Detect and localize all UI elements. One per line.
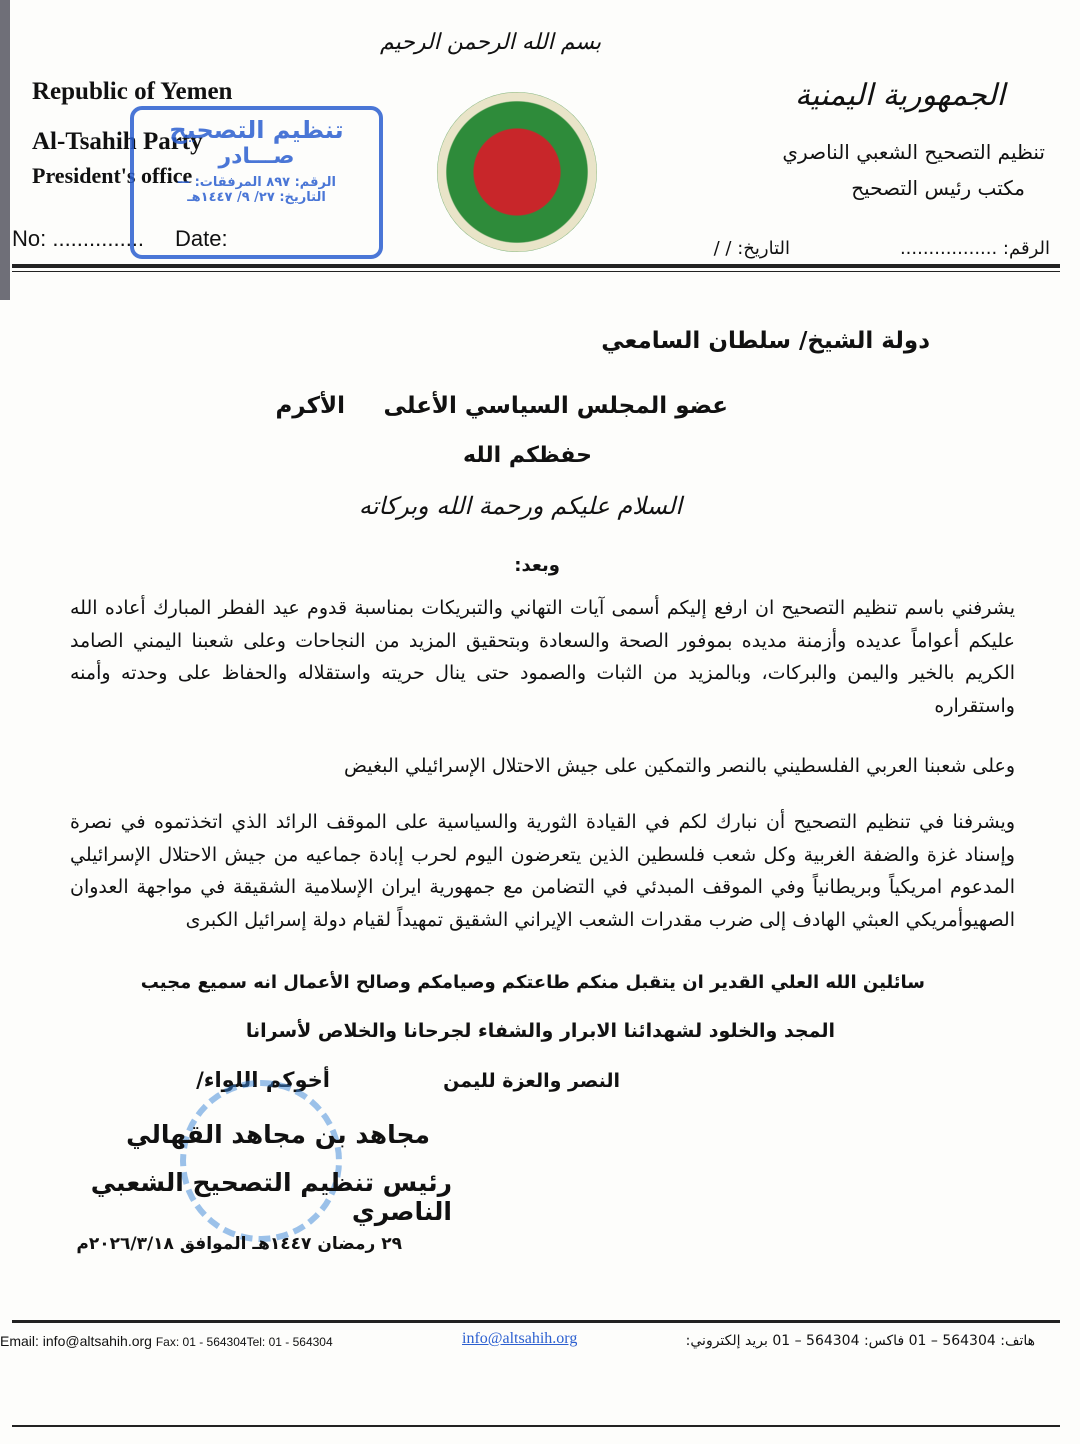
stamp-number: الرقم: ٨٩٧ المرفقات: — (177, 175, 336, 190)
outgoing-stamp (130, 106, 383, 259)
en-country: Republic of Yemen (32, 78, 233, 105)
ar-office: مكتب رئيس التصحيح (851, 176, 1025, 200)
prayer: سائلين الله العلي القدير ان يتقبل منكم طاعتكم وصيامكم وصالح الأعمال انه سميع مجيب (140, 972, 925, 993)
glory: المجد والخلود لشهدائنا الابرار والشفاء لجرحانا والخلاص لأسرانا (245, 1020, 835, 1042)
stamp-title: تنظيم التصحيح (169, 116, 344, 144)
footer-en (0, 1333, 333, 1349)
ar-country: الجمهورية اليمنية (794, 78, 1005, 113)
honorific: الأكرم (275, 393, 345, 419)
opening: وبعد: (514, 555, 560, 576)
footer-email-link[interactable]: info@altsahih.org (462, 1330, 578, 1347)
paragraph-1: يشرفني باسم تنظيم التصحيح ان ارفع إليكم أسمى آيات التهاني والتبريكات بمناسبة قدوم عيد الفطر المبارك أعاده الله عليكم أعواماً عديده وأزمنة مديده بموفور الصحة والسعادة وبتحقيق المزيد من النجاحات وعلى شعبنا اليمني الصامد الكريم بالخير واليمن والبركات، وبالمزيد من الثبات والصمود حتى ينال حريته واستقلاله والحفاظ على وحدته وأمنه واستقراره (70, 597, 1015, 717)
ar-no-label: الرقم: ................. (899, 238, 1050, 259)
stamp-status: صـــادر (218, 144, 295, 169)
ar-party: تنظيم التصحيح الشعبي الناصري (782, 140, 1045, 164)
recipient-title: عضو المجلس السياسي الأعلى (383, 393, 728, 419)
sign-prefix: أخوكم اللواء/ (196, 1068, 330, 1092)
en-date-label: Date: (175, 226, 228, 251)
signer-title: رئيس تنظيم التصحيح الشعبي الناصري (90, 1168, 452, 1226)
footer-divider (12, 1320, 1060, 1323)
paragraph-3: ويشرفنا في تنظيم التصحيح أن نبارك لكم في القيادة الثورية والسياسية على الموقف الرائد الذي اتخذتموه في نصرة وإسناد غزة والضفة الغربية وكل شعب فلسطين الذين يتعرضون اليوم لحرب إبادة جماعيه من جيش الاحتلال الإسرائيلي المدعوم امريكياً وبريطانياً وفي الموقف المبدئي في التضامن مع جمهورية ايران الإسلامية الشقيقة في مواجهة العدوان الصهيوأمريكي العبثي الهادف إلى ضرب مقدرات الشعب الإيراني الشقيق تمهيداً لقيام دولة إسرائيل الكبرى (70, 811, 1015, 931)
en-no-label: No: ............... (12, 226, 145, 251)
recipient: دولة الشيخ/ سلطان السامعي (601, 328, 930, 354)
letter-date: ٢٩ رمضان ١٤٤٧هـ الموافق ٢٠٢٦/٣/١٨م (76, 1234, 402, 1254)
bottom-divider (12, 1425, 1060, 1427)
ar-date-label: التاريخ: / / (713, 238, 790, 259)
stamp-date: التاريخ: ٢٧/ ٩/ ١٤٤٧هـ (187, 190, 326, 205)
paragraph-2: وعلى شعبنا العربي الفلسطيني بالنصر والتمكين على جيش الاحتلال الإسرائيلي البغيض (343, 755, 1015, 777)
footer-tel: Tel: 01 - 564304 (246, 1335, 333, 1349)
header-divider-thin (12, 271, 1060, 272)
basmala: بسم الله الرحمن الرحيم (380, 30, 602, 55)
victory: النصر والعزة لليمن (443, 1070, 620, 1092)
footer-email: Email: info@altsahih.org (0, 1333, 152, 1349)
en-party: Al-Tsahih Party (32, 128, 203, 155)
greeting: السلام عليكم ورحمة الله وبركاته (358, 492, 682, 520)
en-office: President's office (32, 163, 193, 188)
blessing: حفظكم الله (463, 443, 592, 468)
header-divider (12, 264, 1060, 268)
signer-name: مجاهد بن مجاهد القهالي (126, 1120, 430, 1149)
footer-ar-contacts: هاتف: 564304 – 01 فاكس: 564304 – 01 بريد إلكتروني: (685, 1333, 1035, 1349)
left-edge-strip (0, 0, 10, 300)
footer-fax: Fax: 01 - 564304 (155, 1335, 247, 1349)
party-logo (437, 92, 597, 252)
